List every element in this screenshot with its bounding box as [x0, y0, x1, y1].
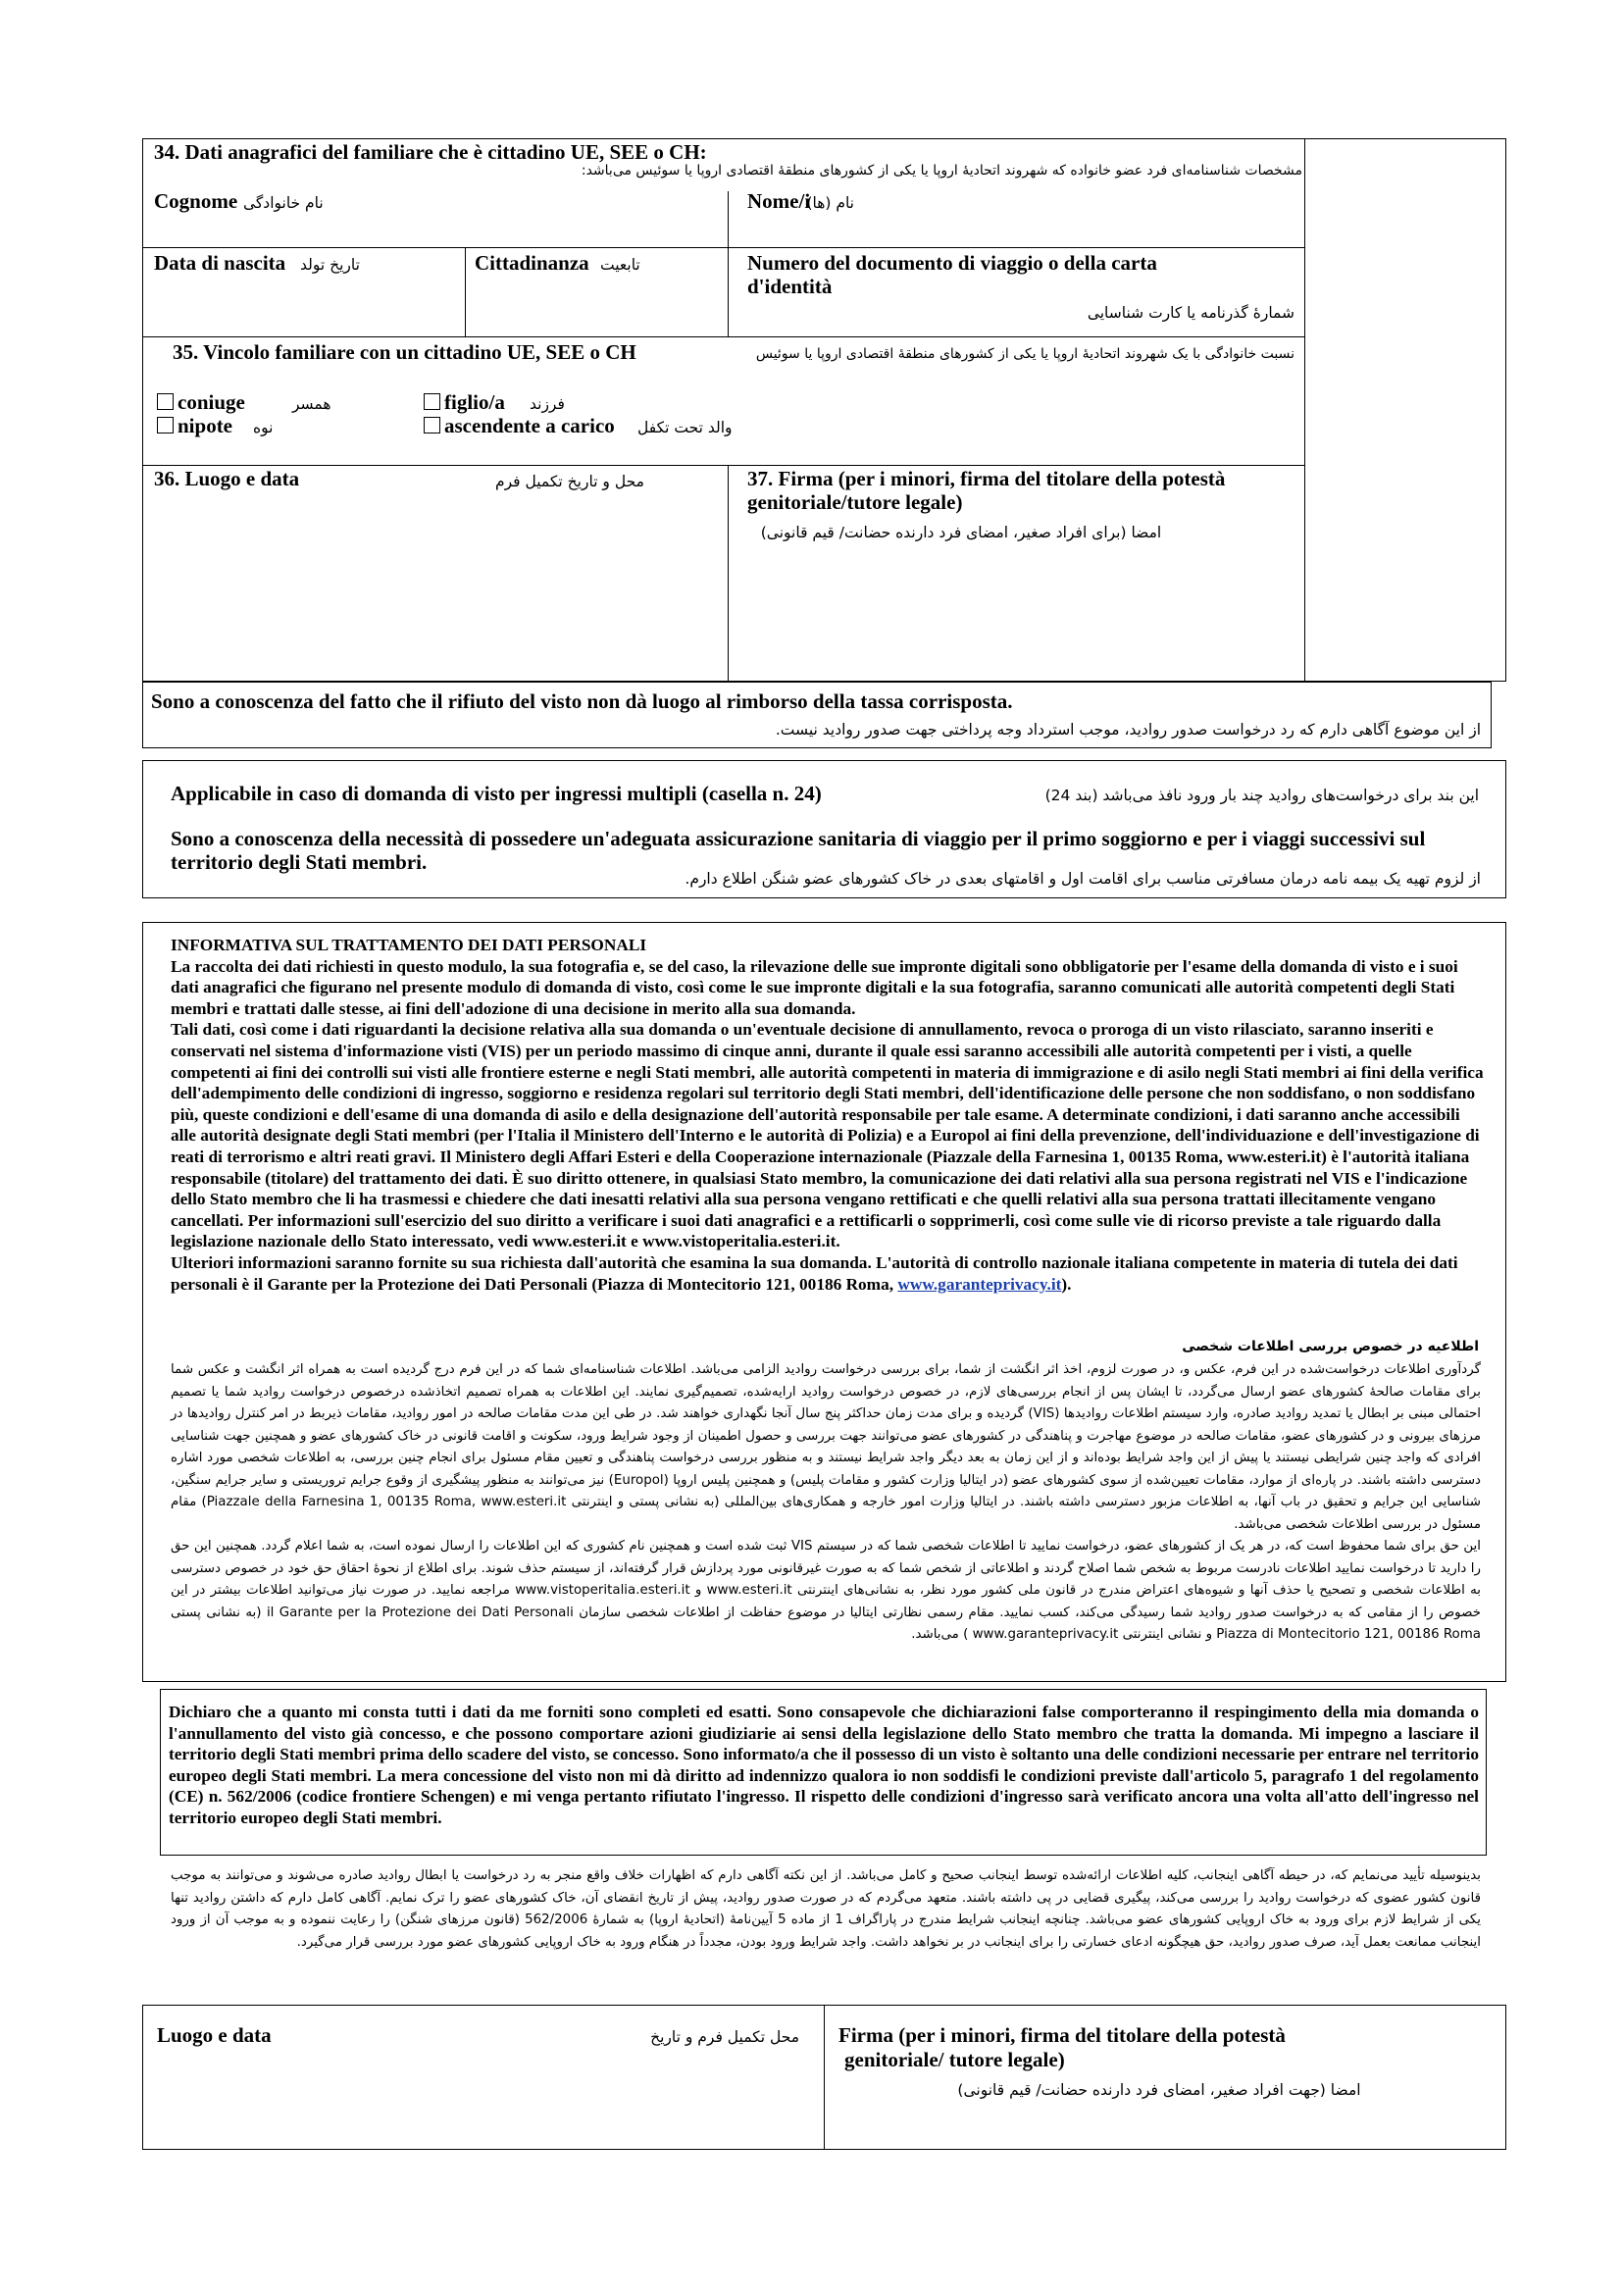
checkbox[interactable] [424, 417, 440, 433]
nascita-label-fa: تاریخ تولد [300, 256, 360, 274]
informativa-p3-end: ). [1061, 1274, 1072, 1294]
multipli-heading-fa: این بند برای درخواست‌های روادید چند بار ورود نافذ می‌باشد (بند 24) [1044, 787, 1479, 804]
option-figlio-fa: فرزند [530, 395, 565, 413]
cittadinanza-label: Cittadinanza [475, 251, 589, 275]
option-figlio[interactable] [424, 390, 505, 414]
informativa-fa [171, 1359, 1481, 1647]
section-37-title-fa: امضا (برای افراد صغیر، امضای فرد دارنده حضانت/ قیم قانونی) [760, 524, 1162, 541]
documento-label-fa: شمارهٔ گذرنامه یا کارت شناسایی [1087, 304, 1294, 322]
informativa-p3-text: Ulteriori informazioni saranno fornite su sua richiesta dall'autorità che esamina la sua domanda. L'autorità di controllo nazionale italiana competente in materia di tutela dei dati personali è il Garante per la Protezione dei Dati Personali (Piazza di Montecitorio 121, 00186 Roma, [171, 1252, 1458, 1294]
checkbox[interactable] [157, 393, 174, 410]
col-divider [728, 465, 729, 682]
cognome-label-fa: نام خانوادگی [243, 194, 324, 212]
nascita-label: Data di nascita [154, 251, 286, 275]
final-firma-label-2: genitoriale/ tutore legale) [844, 2048, 1065, 2071]
option-ascendente-fa: والد تحت تکفل [637, 419, 733, 436]
row-divider [142, 247, 1304, 248]
informativa-title: INFORMATIVA SUL TRATTAMENTO DEI DATI PERSONALI [171, 936, 647, 954]
final-luogo-label: Luogo e data [157, 2023, 272, 2047]
cognome-label: Cognome [154, 189, 238, 213]
dichiaro-text: Dichiaro che a quanto mi consta tutti i dati da me forniti sono completi ed esatti. Sono consapevole che dichiarazioni false comporteranno il respingimento della mia domanda o l'annullamento del visto già concesso, e che possono comportare azioni giudiziarie ai sensi della legislazione dello Stato membro che tratta la domanda. Mi impegno a lasciare il territorio degli Stati membri prima dello scadere del visto, se concesso. Sono informato/a che il possesso di un visto è soltanto una delle condizioni necessarie per entrare nel territorio europeo degli Stati membri. La mera concessione del visto non mi dà diritto ad indennizzo qualora io non soddisfi le condizioni previste dall'articolo 5, paragrafo 1 del regolamento (CE) n. 562/2006 (codice frontiere Schengen) e mi venga pertanto rifiutato l'ingresso. Il rispetto delle condizioni d'ingresso sarà verificato ancora una volta all'atto dell'ingresso nel territorio europeo degli Stati membri. [169, 1703, 1479, 1827]
option-label: coniuge [178, 390, 245, 414]
section-34-title: 34. Dati anagrafici del familiare che è cittadino UE, SEE o CH: [154, 140, 707, 164]
option-coniuge-fa: همسر [292, 395, 331, 413]
cittadinanza-label-fa: تابعیت [600, 256, 640, 274]
section-34-title-fa: مشخصات شناسنامه‌ای فرد عضو خانواده که شهروند اتحادیهٔ اروپا یا یکی از کشورهای منطقهٔ اقتصادی اروپا یا سوئیس می‌باشد: [581, 163, 1302, 178]
section-37-title: 37. Firma (per i minori, firma del titolare della potestà genitoriale/tutore legale) [747, 467, 1226, 514]
documento-label: Numero del documento di viaggio o della carta d'identità [747, 251, 1157, 298]
informativa-fa-title: اطلاعیه در خصوص بررسی اطلاعات شخصی [1182, 1339, 1479, 1354]
option-label: nipote [178, 414, 233, 437]
col-divider [728, 191, 729, 336]
section-35-title: 35. Vincolo familiare con un cittadino UE, SEE o CH [173, 340, 636, 364]
checkbox[interactable] [424, 393, 440, 410]
row-divider [142, 465, 1304, 466]
multipli-heading: Applicabile in caso di domanda di visto per ingressi multipli (casella n. 24) [171, 782, 822, 805]
informativa-p2: Tali dati, così come i dati riguardanti la decisione relativa alla sua domanda o un'eventuale decisione di annullamento, revoca o proroga di un visto rilasciato, saranno inseriti e conservati nel sistema d'informazione visti (VIS) per un periodo massimo di cinque anni, durante il quale essi saranno accessibili alle autorità competenti per i visti, a quelle competenti ai fini dei controlli sui visti alle frontiere esterne e negli Stati membri, alle autorità competenti in materia di immigrazione e di asilo negli Stati membri ai fini della verifica dell'adempimento delle condizioni di ingresso, soggiorno e residenza regolari sul territorio degli Stati membri, dell'identificazione delle persone che non soddisfano, o non soddisfano più, queste condizioni e dell'esame di una domanda di asilo e della designazione dell'autorità responsabile per tale esame. A determinate condizioni, i dati saranno anche accessibili alle autorità designate degli Stati membri (per l'Italia il Ministero dell'Interno e le autorità di Polizia) e a Europol ai fini della prevenzione, dell'individuazione e dell'investigazione di reati di terrorismo e altri reati gravi. Il Ministero degli Affari Esteri e della Cooperazione internazionale (Piazzale della Farnesina 1, 00135 Roma, www.esteri.it) è l'autorità italiana responsabile (titolare) del trattamento dei dati. È suo diritto ottenere, in qualsiasi Stato membro, la comunicazione dei dati relativi alla sua persona registrati nel VIS e l'indicazione dello Stato membro che li ha trasmessi e chiedere che dati inesatti relativi alla sua persona vengano rettificati e che quelli relativi alla sua persona trattati illecitamente vengano cancellati. Per informazioni sull'esercizio del suo diritto a verificare i suoi dati anagrafici e a rettificarli o sopprimerli, così come sulle vie di ricorso previste a tale riguardo dalla legislazione nazionale dello Stato interessato, vedi www.esteri.it e www.vistoperitalia.esteri.it. [171, 1020, 1484, 1251]
section-36-title: 36. Luogo e data [154, 467, 300, 490]
checkbox[interactable] [157, 417, 174, 433]
option-coniuge[interactable] [157, 390, 245, 414]
family-member-table [142, 138, 1506, 682]
option-label: figlio/a [444, 390, 505, 414]
final-firma-label-fa: امضا (جهت افراد صغیر، امضای فرد دارنده حضانت/ قیم قانونی) [957, 2081, 1361, 2099]
informativa-p3 [171, 1252, 1485, 1295]
rimborso-text-fa: از این موضوع آگاهی دارم که رد درخواست صدور روادید، موجب استرداد وجه پرداختی جهت صدور روادید نیست. [775, 721, 1481, 739]
dichiaro-text-fa: بدینوسیله تأیید می‌نمایم که، در حیطه آگاهی اینجانب، کلیه اطلاعات ارائه‌شده توسط اینجانب صحیح و کامل می‌باشد. از این نکته آگاهی دارم که اظهارات خلاف واقع منجر به رد درخواست یا ابطال روادید صادره می‌شوند و می‌توانند به موجب قانون کشور عضوی که درخواست روادید را بررسی می‌کند، پیگیری قضایی در پی داشته باشند. متعهد می‌گردم که در صورت صدور روادید، پیش از تاریخ انقضای آن، خاک کشورهای عضو را ترک نمایم. آگاهی کامل دارم که داشتن روادید تنها یکی از شرایط لازم برای ورود به خاک اروپایی کشورهای عضو می‌باشد. چنانچه اینجانب شرایط مندرج در پاراگراف 1 از ماده 5 آیین‌نامهٔ (اتحادیهٔ اروپا) به شمارهٔ 562/2006 (قانون مرزهای شنگن) را رعایت ننموده و به موجب آن از ورود اینجانب ممانعت بعمل آید، صرف صدور روادید، حق هیچگونه ادعای خسارتی را برای اینجانب در بر نخواهد داشت. واجد شرایط ورود بودن، مجدداً در هنگام ورود به خاک اروپایی کشورهای عضو مورد بررسی قرار می‌گیرد. [171, 1868, 1481, 1950]
col-divider [824, 2005, 825, 2150]
informativa-fa-p2: این حق برای شما محفوظ است که، در هر یک از کشورهای عضو، درخواست نمایید تا اطلاعات شخصی شما که در سیستم VIS ثبت شده است و همچنین نام کشوری که این اطلاعات را ارسال نموده است، به شما اعلام گردد. همچنین این حق را دارید تا درخواست نمایید اطلاعات نادرست مربوط به شخص شما اصلاح گردند و اطلاعاتی از شخص شما که به صورت غیرقانونی مورد پردازش قرار گرفته‌اند، از سیستم حذف شوند. برای اطلاع از نحوهٔ احقاق حق خود در خصوص دسترسی به اطلاعات شخصی و تصحیح یا حذف آنها و شیوه‌های اعتراض مندرج در قانون ملی کشور مورد نظر، به نشانی‌های اینترنتی www.esteri.it و www.vistoperitalia.esteri.it مراجعه نمایید. در صورت نیاز می‌توانید اطلاعات بیشتر در این خصوص را از مقامی که به درخواست صدور روادید شما رسیدگی می‌کند، کسب نمایید. مقام رسمی نظارتی ایتالیا در موضوع حفاظت از اطلاعات شخصی سازمان il Garante per la Protezione dei Dati Personali (به نشانی پستی Piazza di Montecitorio 121, 00186 Roma و نشانی اینترنتی www.garanteprivacy.it ) می‌باشد. [171, 1539, 1481, 1642]
section-35-title-fa: نسبت خانوادگی با یک شهروند اتحادیهٔ اروپا یا یکی از کشورهای منطقهٔ اقتصادی اروپا یا سوئیس [755, 346, 1294, 362]
informativa-fa-p1: گردآوری اطلاعات درخواست‌شده در این فرم، عکس و، در صورت لزوم، اخذ اثر انگشت از شما، برای بررسی درخواست روادید الزامی می‌باشد. اطلاعات شناسنامه‌ای شما که در این فرم درج گردیده است به همراه اثر انگشت و عکس شما برای مقامات صالحهٔ کشورهای عضو ارسال می‌گردد، تا ایشان پس از انجام بررسی‌های لازم، در خصوص درخواست روادید ارایه‌شده، تصمیم‌گیری نمایند. این اطلاعات به همراه تصمیم اتخاذشده درخصوص درخواست روادید شما یا تصمیم احتمالی مبنی بر ابطال یا تمدید روادید صادره، وارد سیستم اطلاعات روادیدها (VIS) گردیده و برای مدت زمان حداکثر پنج سال آنجا نگهداری خواهند شد. در طی این مدت مقامات صالحه در امور روادید، مقامات ذیربط در امر کنترل روادیدها در مرزهای بیرونی و در کشورهای عضو، مقامات صالحه در موضوع مهاجرت و پناهندگی در کشورهای عضو می‌توانند جهت بررسی و حصول اطمینان از وجود شرایط ورود، سکونت و اقامت قانونی در خاک کشورهای عضو و همچنین جهت شناسایی افرادی که واجد چنین شرایطی نیستند یا پیش از این واجد شرایط بوده‌اند و از این زمان به بعد دیگر واجد شرایط نیستند و به منظور بررسی درخواست پناهندگی و تعیین مقام مسئول برای انجام چنین بررسی، به اطلاعات شخصی مورد اشاره دسترسی داشته باشند. در پاره‌ای از موارد، مقامات تعیین‌شده از سوی کشورهای عضو (در ایتالیا وزارت کشور و مقامات پلیس) و همچنین پلیس اروپا (Europol) نیز می‌توانند به منظور پیشگیری از وقوع جرایم تروریستی و سایر جرایم سنگین، شناسایی این جرایم و تحقیق در باب آنها، به اطلاعات مزبور دسترسی داشته باشند. در ایتالیا وزارت امور خارجه و همکاری‌های بین‌المللی (به نشانی پستی و اینترنتی Piazzale della Farnesina 1, 00135 Roma, www.esteri.it) مقام مسئول در بررسی اطلاعات شخصی می‌باشد. [171, 1362, 1482, 1532]
option-label: ascendente a carico [444, 414, 615, 437]
col-divider [465, 247, 466, 336]
nome-label-fa: نام (ها) [806, 194, 854, 212]
multipli-text-fa: از لزوم تهیه یک بیمه نامه درمان مسافرتی مناسب برای اقامت اول و اقامتهای بعدی در خاک کشورهای عضو شنگن اطلاع دارم. [685, 870, 1481, 888]
row-divider [142, 336, 1304, 337]
final-firma-label-1: Firma (per i minori, firma del titolare della potestà [838, 2023, 1286, 2047]
section-36-title-fa: محل و تاریخ تکمیل فرم [495, 473, 644, 490]
nome-label: Nome/i [747, 189, 811, 213]
multipli-text: Sono a conoscenza della necessità di possedere un'adeguata assicurazione sanitaria di viaggio per il primo soggiorno e per i viaggi successivi sul territorio degli Stati membri. [171, 827, 1426, 874]
option-nipote[interactable] [157, 414, 232, 437]
final-luogo-label-fa: محل تکمیل فرم و تاریخ [650, 2028, 799, 2046]
informativa-it [171, 935, 1485, 1295]
option-nipote-fa: نوه [253, 419, 274, 436]
garanteprivacy-link[interactable]: www.garanteprivacy.it [897, 1274, 1062, 1294]
right-column-divider [1304, 138, 1305, 682]
rimborso-text: Sono a conoscenza del fatto che il rifiuto del visto non dà luogo al rimborso della tassa corrisposta. [151, 689, 1013, 713]
option-ascendente[interactable] [424, 414, 615, 437]
informativa-p1: La raccolta dei dati richiesti in questo modulo, la sua fotografia e, se del caso, la rilevazione delle sue impronte digitali sono obbligatorie per l'esame della domanda di visto e i suoi dati anagrafici che figurano nel presente modulo di domanda di visto, così come le sue impronte digitali e la sua fotografia, saranno comunicati alle autorità competenti degli Stati membri e trattati dalle stesse, ai fini dell'adozione di una decisione in merito alla sua domanda. [171, 956, 1458, 1018]
